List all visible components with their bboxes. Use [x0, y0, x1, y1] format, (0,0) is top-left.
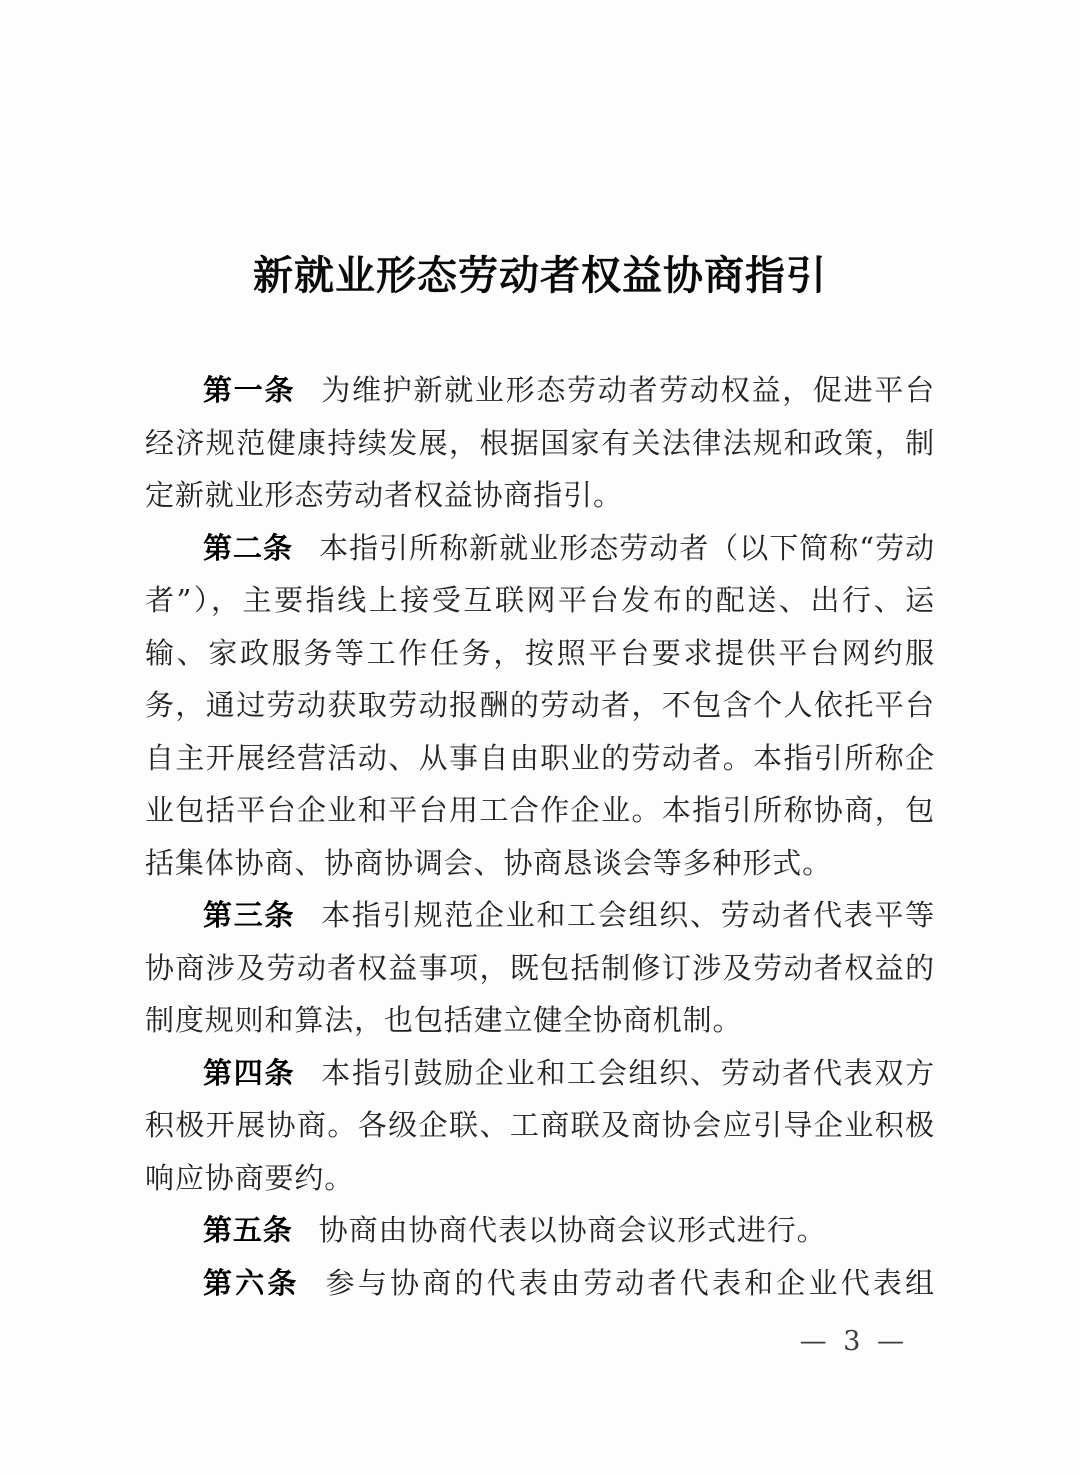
article-label: 第六条	[203, 1265, 300, 1300]
article-paragraph	[145, 889, 935, 1047]
page-number: — 3 —	[799, 1326, 908, 1357]
article-paragraph	[145, 1257, 935, 1310]
article-text: 为维护新就业形态劳动者劳动权益，促进平台经济规范健康持续发展，根据国家有关法律法规和政策，制定新就业形态劳动者权益协商指引。	[145, 373, 935, 512]
article-paragraph	[145, 1204, 935, 1257]
document-body	[145, 364, 935, 1309]
article-label: 第二条	[203, 530, 294, 565]
article-label: 第五条	[203, 1213, 293, 1247]
page-title: 新就业形态劳动者权益协商指引	[253, 252, 827, 299]
article-text: 本指引规范企业和工会组织、劳动者代表平等协商涉及劳动者权益事项，既包括制修订涉及劳动者权益的制度规则和算法，也包括建立健全协商机制。	[145, 898, 935, 1037]
article-text: 协商由协商代表以协商会议形式进行。	[318, 1213, 827, 1247]
article-paragraph	[145, 364, 935, 522]
article-label: 第一条	[203, 373, 296, 407]
article-paragraph	[145, 1047, 935, 1205]
article-paragraph	[145, 522, 935, 890]
article-text: 本指引所称新就业形态劳动者（以下简称“劳动者”），主要指线上接受互联网平台发布的配送、出行、运输、家政服务等工作任务，按照平台要求提供平台网约服务，通过劳动获取劳动报酬的劳动者，不包含个人依托平台自主开展经营活动、从事自由职业的劳动者。本指引所称企业包括平台企业和平台用工合作企业。本指引所称协商，包括集体协商、协商协调会、协商恳谈会等多种形式。	[145, 530, 935, 880]
article-text: 参与协商的代表由劳动者代表和企业代表组	[325, 1265, 935, 1300]
article-label: 第四条	[203, 1055, 296, 1090]
article-label: 第三条	[203, 898, 296, 932]
article-text: 本指引鼓励企业和工会组织、劳动者代表双方积极开展协商。各级企联、工商联及商协会应引导企业积极响应协商要约。	[145, 1055, 935, 1195]
